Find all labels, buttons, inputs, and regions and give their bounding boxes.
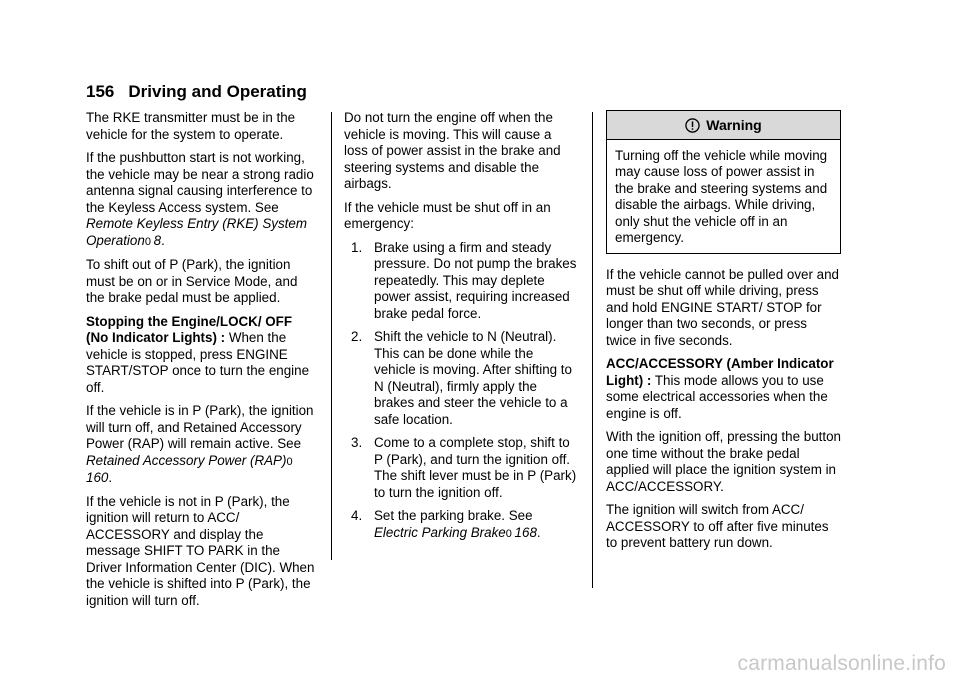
page-ref-arrow-icon: 0 — [505, 527, 512, 540]
paragraph-stopping-engine — [86, 314, 318, 397]
watermark-text: carmanualsonline.info — [737, 652, 946, 675]
link-retained-accessory-power[interactable]: Retained Accessory Power (RAP) — [86, 452, 287, 468]
page-ref-number: 8 — [153, 232, 162, 248]
warning-title: Warning — [706, 117, 762, 133]
step-number: 2. — [351, 329, 363, 344]
paragraph-acc-accessory — [606, 356, 841, 422]
paragraph-text: If the vehicle is in P (Park), the ignition will turn off, and Retained Accessory Power (RAP) will remain active. See — [86, 403, 314, 451]
step-text: Set the parking brake. See — [374, 508, 533, 523]
paragraph-end: . — [108, 470, 113, 485]
page-ref-link[interactable] — [145, 233, 161, 248]
step-text: Brake using a firm and steady pressure. Do not pump the brakes repeatedly. This may deplete power assist, requiring increased brake pedal force. — [374, 239, 577, 321]
term-stopping-engine: Stopping the Engine/LOCK/ OFF (No Indicator Lights) : — [86, 313, 293, 345]
warning-text: Turning off the vehicle while moving may cause loss of power assist in the brake and steering systems and disable the airbags. While driving, only shut the vehicle off in an emergency. — [615, 147, 828, 245]
link-remote-keyless-entry[interactable]: Remote Keyless Entry (RKE) System Operation — [86, 216, 308, 248]
paragraph-shift-out-park: To shift out of P (Park), the ignition must be on or in Service Mode, and the brake pedal must be applied. — [86, 257, 298, 305]
list-item — [344, 435, 578, 501]
column-3 — [606, 110, 841, 559]
step-number: 4. — [351, 508, 363, 523]
step-text: Come to a complete stop, shift to P (Park), and turn the ignition off. The shift lever must be in P (Park) to turn the ignition off. — [374, 435, 577, 500]
paragraph-rke-transmitter: The RKE transmitter must be in the vehicle for the system to operate. — [86, 110, 296, 142]
term-acc-accessory: ACC/ACCESSORY (Amber Indicator Light) : — [606, 356, 834, 388]
paragraph-park-rap — [86, 403, 318, 487]
warning-box — [606, 110, 841, 254]
paragraph-text: This mode allows you to use some electrical accessories when the engine is off. — [606, 372, 828, 421]
paragraph-ignition-off-press: With the ignition off, pressing the button one time without the brake pedal applied will place the ignition system in ACC/ACCESSORY. — [606, 429, 841, 494]
paragraph-text: If the pushbutton start is not working, the vehicle may be near a strong radio antenna signal causing interference to the Keyless Access system. See — [86, 150, 314, 215]
section-title: Driving and Operating — [128, 82, 307, 101]
page-ref-link[interactable] — [506, 525, 537, 540]
paragraph-end: . — [536, 524, 541, 540]
page-ref-arrow-icon: 0 — [144, 235, 151, 248]
warning-header — [607, 111, 840, 140]
paragraph-end: . — [161, 232, 165, 248]
paragraph-text: When the vehicle is stopped, press ENGINE START/STOP once to turn the engine off. — [86, 330, 310, 395]
page-number: 156 — [86, 82, 115, 101]
page-ref-number: 168 — [514, 524, 537, 540]
paragraph-switch-off-timer: The ignition will switch from ACC/ ACCESSORY to off after five minutes to prevent battery run down. — [606, 502, 829, 550]
page-ref-arrow-icon: 0 — [286, 455, 293, 468]
paragraph-emergency-intro: If the vehicle must be shut off in an emergency: — [344, 199, 551, 231]
list-item — [344, 240, 578, 323]
paragraph-do-not-turn-off: Do not turn the engine off when the vehicle is moving. This will cause a loss of power assist in the brake and steering systems and disable the airbags. — [344, 110, 561, 191]
step-number: 3. — [351, 435, 363, 450]
paragraph-not-in-park: If the vehicle is not in P (Park), the ignition will return to ACC/ ACCESSORY and display the message SHIFT TO PARK in the Driver Information Center (DIC). When the vehicle is shifted into P (Park), the ignition will turn off. — [86, 493, 315, 608]
step-number: 1. — [351, 239, 363, 255]
column-divider-right — [592, 112, 593, 588]
page-header — [86, 82, 307, 102]
list-item — [344, 329, 578, 428]
list-item — [344, 508, 578, 542]
link-electric-parking-brake[interactable]: Electric Parking Brake — [374, 524, 506, 540]
column-1 — [86, 110, 318, 616]
warning-icon — [685, 118, 700, 133]
column-2 — [344, 110, 578, 549]
step-text: Shift the vehicle to N (Neutral). This can be done while the vehicle is moving. After shifting to N (Neutral), firmly apply the brakes and steer the vehicle to a safe location. — [374, 329, 572, 427]
page-ref-number: 160 — [86, 470, 109, 485]
paragraph-pushbutton-start — [86, 150, 318, 250]
emergency-steps-list — [344, 240, 578, 543]
column-divider-left — [331, 112, 332, 560]
paragraph-cannot-pull-over: If the vehicle cannot be pulled over and must be shut off while driving, press and hold ENGINE START/ STOP for longer than two seconds, or press twice in five seconds. — [606, 266, 840, 348]
